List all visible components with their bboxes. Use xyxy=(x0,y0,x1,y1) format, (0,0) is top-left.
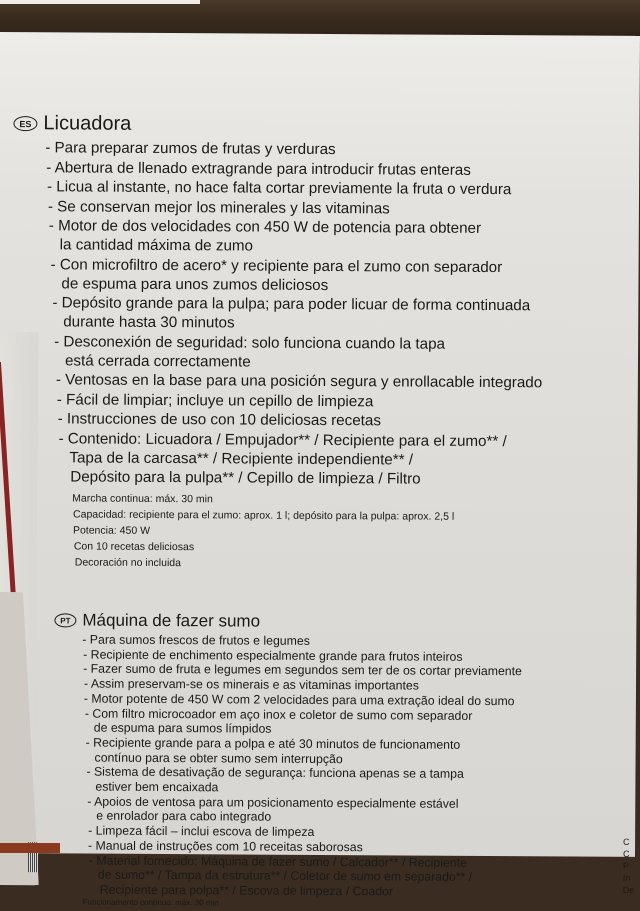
spanish-title: Licuadora xyxy=(43,112,132,135)
feature-item: - Desconexión de seguridad: solo funciona cuando la tapa está cerrada correctamente xyxy=(54,332,446,371)
feature-item: - Apoios de ventosa para um posicionamento especialmente estável e enrolador para cabo integrado xyxy=(87,794,459,825)
feature-item: - Assim preservam-se os minerais e as vitaminas importantes xyxy=(83,676,419,693)
portuguese-section xyxy=(53,610,523,910)
spanish-heading xyxy=(13,112,543,138)
feature-item: - Limpeza fácil – inclui escova de limpeza xyxy=(88,823,315,840)
box-bottom-corner xyxy=(0,843,60,853)
spanish-feature-list xyxy=(43,138,543,489)
feature-item: - Abertura de llenado extragrande para introducir frutas enteras xyxy=(46,158,471,179)
portuguese-heading xyxy=(54,610,522,633)
portuguese-spec-partial: Funcionamento contínuo: máx. 30 min xyxy=(82,897,219,908)
feature-item: - Material fornecido: Máquina de fazer sumo / Calcador** / Recipiente de sumo** / Tampa da estrutura** / Coletor de sumo em separado** / Recipiente para polpa** / Escova de limpeza / Coador xyxy=(88,853,473,899)
right-edge-text-fragments: C C P In De xyxy=(622,836,635,895)
feature-item: - Com filtro microcoador em aço inox e coletor de sumo com separador de espuma para sumos límpidos xyxy=(84,706,473,736)
feature-item: - Sistema de desativação de segurança: funciona apenas se a tampa estiver bem encaixada xyxy=(86,764,464,795)
feature-item: - Licua al instante, no hace falta cortar previamente la fruta o verdura xyxy=(47,178,512,199)
feature-item: - Motor potente de 450 W com 2 velocidades para uma extração ideal do sumo xyxy=(83,691,515,708)
feature-item: - Recipiente de enchimento especialmente grande para frutos inteiros xyxy=(83,647,463,664)
feature-item: - Contenido: Licuadora / Empujador** / Recipiente para el zumo** / Tapa de la carcasa** / Recipiente independiente** / Depósito para la pulpa** / Cepillo de limpieza / Filtro xyxy=(58,429,507,488)
feature-item: - Instrucciones de uso con 10 deliciosas recetas xyxy=(57,410,382,430)
spec-power: Potencia: 450 W xyxy=(72,524,151,537)
spanish-specs xyxy=(72,490,542,574)
language-badge-pt-icon: PT xyxy=(54,613,76,627)
product-box-panel xyxy=(0,32,640,908)
portuguese-feature-list xyxy=(81,633,522,900)
spanish-section xyxy=(11,112,544,574)
feature-item: - Fácil de limpiar; incluye un cepillo de limpieza xyxy=(56,390,374,410)
spec-decoration: Decoración no incluida xyxy=(74,556,182,570)
feature-item: - Se conservan mejor los minerales y las vitaminas xyxy=(47,197,390,217)
feature-item: - Ventosas en la base para una posición segura y enrollacable integrado xyxy=(55,371,543,392)
feature-item: - Para sumos frescos de frutos e legumes xyxy=(82,632,310,648)
spec-capacity: Capacidad: recipiente para el zumo: aprox. 1 l; depósito para la pulpa: aprox. 2,5 l xyxy=(73,508,455,523)
spec-continuous-run: Marcha continua: máx. 30 min xyxy=(72,491,213,505)
language-badge-es-icon: ES xyxy=(13,116,37,131)
portuguese-title: Máquina de fazer sumo xyxy=(82,610,261,631)
feature-item: - Fazer sumo de fruta e legumes em segundos sem ter de os cortar previamente xyxy=(83,661,522,679)
feature-item: - Recipiente grande para a polpa e até 30 minutos de funcionamento contínuo para se obter sumo sem interrupção xyxy=(85,735,461,766)
feature-item: - Motor de dos velocidades con 450 W de potencia para obtener la cantidad máxima de zumo xyxy=(48,217,482,255)
feature-item: - Para preparar zumos de frutas y verduras xyxy=(45,139,336,159)
feature-item: - Manual de instruções com 10 receitas saborosas xyxy=(87,838,363,855)
feature-item: - Depósito grande para la pulpa; para poder licuar de forma continuada durante hasta 30 minutos xyxy=(52,294,531,332)
spec-recipes: Con 10 recetas deliciosas xyxy=(73,540,195,554)
feature-item: - Con microfiltro de acero* y recipiente para el zumo con separador de espuma para unos zumos deliciosos xyxy=(50,255,503,294)
